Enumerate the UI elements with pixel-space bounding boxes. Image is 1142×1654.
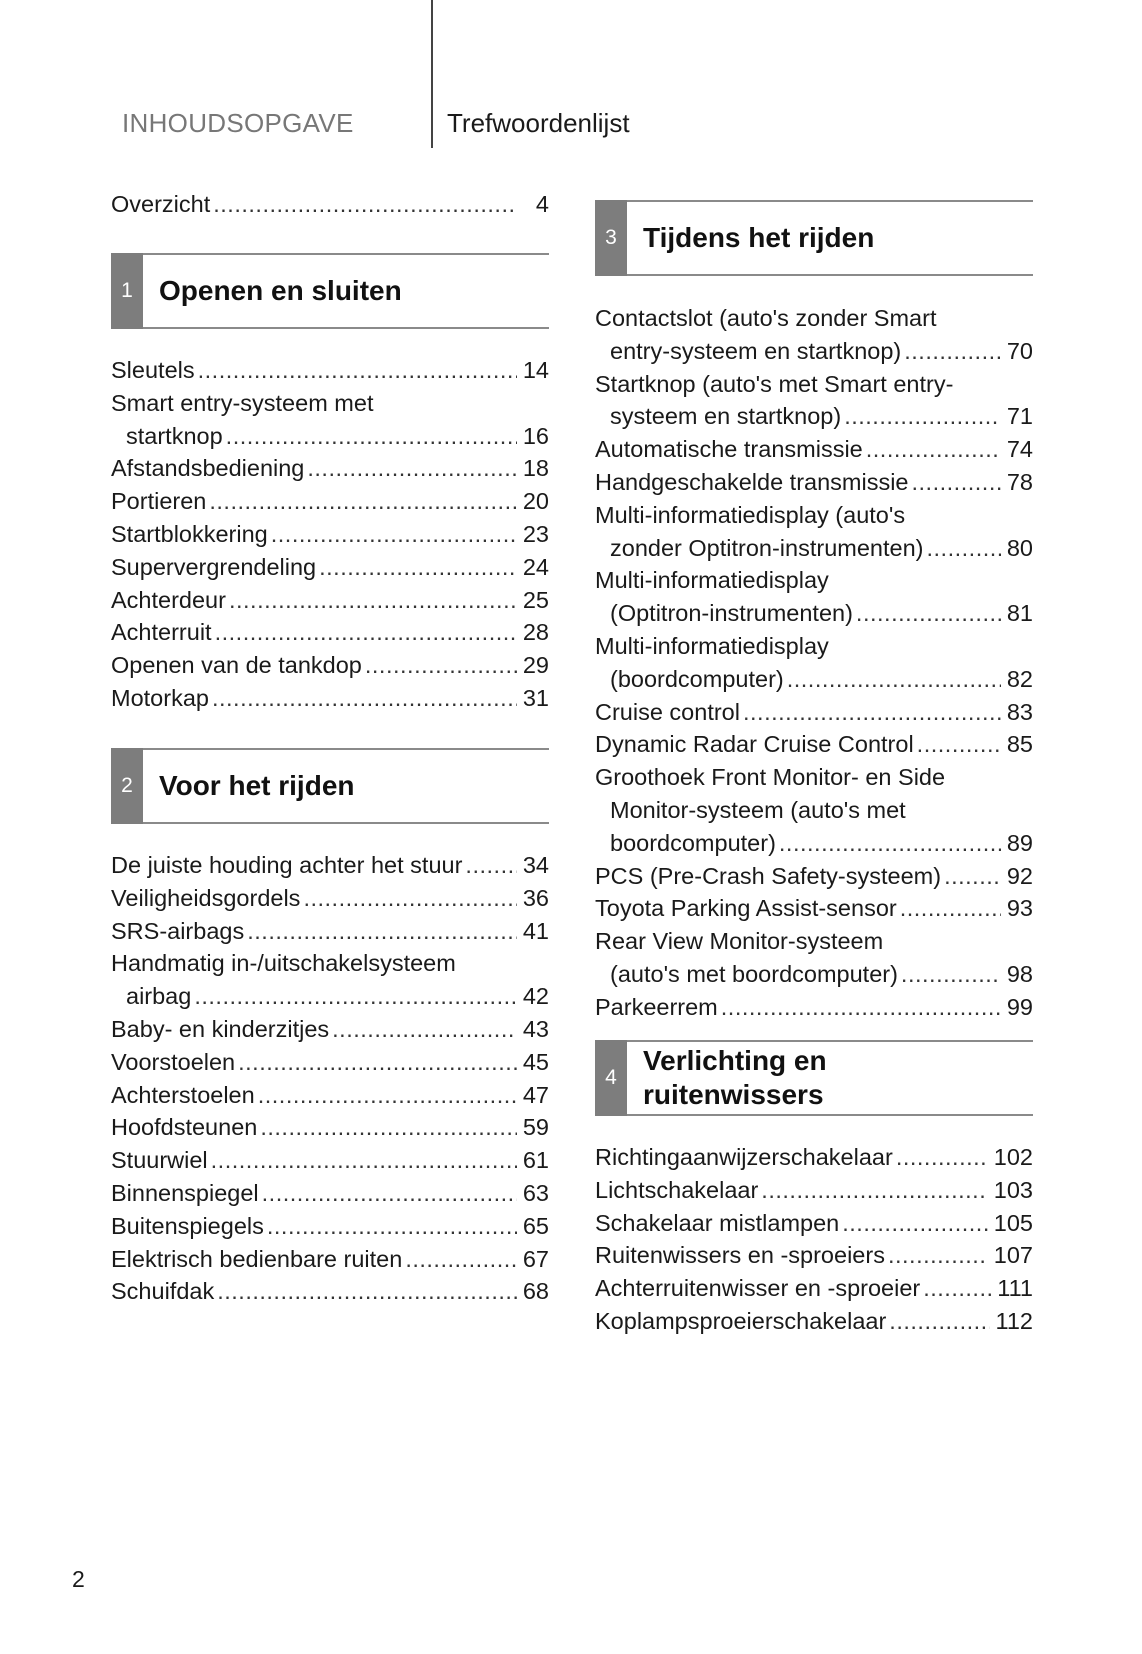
entry-label: zonder Optitron-instrumenten) (610, 534, 924, 561)
entry-page: 23 (522, 520, 549, 547)
toc-entry[interactable] (595, 728, 1033, 761)
entry-page: 81 (1006, 600, 1033, 627)
toc-entry[interactable] (111, 1243, 549, 1276)
section-1-entries (111, 354, 549, 715)
dot-leader (215, 616, 517, 649)
dot-leader (226, 420, 517, 453)
entry-page: 105 (993, 1209, 1033, 1236)
entry-page: 28 (522, 619, 549, 646)
entry-label: Multi-informatiedisplay (auto's (595, 501, 906, 528)
entry-label: entry-systeem en startknop) (610, 337, 902, 364)
entry-label: Afstandsbediening (111, 455, 305, 482)
toc-entry[interactable] (111, 682, 549, 715)
dot-leader (912, 466, 1001, 499)
entry-page: 45 (522, 1048, 549, 1075)
entry-label: Cruise control (595, 698, 740, 725)
entry-page: 74 (1006, 436, 1033, 463)
tab-index[interactable]: Trefwoordenlijst (447, 108, 630, 138)
entry-label: Overzicht (111, 191, 211, 217)
entry-label: boordcomputer) (610, 829, 776, 856)
toc-entry[interactable] (111, 485, 549, 518)
toc-entry[interactable] (111, 1210, 549, 1243)
toc-entry[interactable] (595, 433, 1033, 466)
entry-label: SRS-airbags (111, 917, 245, 944)
entry-label: Elektrisch bedienbare ruiten (111, 1245, 403, 1272)
entry-label: Multi-informatiedisplay (595, 567, 829, 594)
entry-label: Lichtschakelaar (595, 1176, 759, 1203)
dot-leader (258, 1079, 517, 1112)
dot-leader (319, 551, 517, 584)
toc-entry[interactable] (111, 584, 549, 617)
toc-entry[interactable] (111, 947, 549, 1013)
toc-entry[interactable] (111, 616, 549, 649)
dot-leader (888, 1239, 988, 1272)
entry-label: Handmatig in-/uitschakelsysteem (111, 950, 456, 977)
section-2-entries (111, 849, 549, 1308)
entry-page: 4 (535, 191, 549, 217)
section-number: 2 (111, 748, 143, 824)
entry-page: 61 (522, 1147, 549, 1174)
entry-label: (boordcomputer) (610, 665, 784, 692)
dot-leader (229, 584, 517, 617)
dot-leader (721, 991, 1001, 1024)
entry-page: 103 (993, 1176, 1033, 1203)
entry-label: Ruitenwissers en -sproeiers (595, 1242, 885, 1269)
entry-label: Stuurwiel (111, 1147, 208, 1174)
section-title-text: Tijdens het rijden (643, 222, 875, 253)
entry-label: Schakelaar mistlampen (595, 1209, 840, 1236)
entry-label: systeem en startknop) (610, 403, 842, 430)
section-4-entries (595, 1141, 1033, 1338)
entry-label: Parkeerrem (595, 993, 718, 1020)
dot-leader (267, 1210, 517, 1243)
section-3-entries (595, 302, 1033, 1024)
entry-label: Voorstoelen (111, 1048, 236, 1075)
entry-page: 29 (522, 652, 549, 679)
toc-entry[interactable] (111, 518, 549, 551)
toc-entry[interactable] (595, 564, 1033, 630)
toc-entry[interactable] (595, 991, 1033, 1024)
overview-entry[interactable] (111, 188, 549, 221)
entry-page: 99 (1006, 993, 1033, 1020)
entry-label: Multi-informatiedisplay (595, 632, 829, 659)
entry-label: Automatische transmissie (595, 436, 863, 463)
entry-page: 31 (522, 684, 549, 711)
entry-label: Startknop (auto's met Smart entry- (595, 370, 954, 397)
dot-leader (213, 188, 517, 221)
toc-entry[interactable] (111, 1275, 549, 1308)
entry-page: 82 (1006, 665, 1033, 692)
dot-leader (900, 892, 1001, 925)
dot-leader (247, 915, 517, 948)
dot-leader (917, 728, 1001, 761)
section-number: 4 (595, 1040, 627, 1116)
dot-leader (787, 663, 1001, 696)
dot-leader (365, 649, 517, 682)
dot-leader (212, 682, 517, 715)
entry-label: (Optitron-instrumenten) (610, 600, 853, 627)
entry-label: (auto's met boordcomputer) (610, 960, 898, 987)
entry-page: 42 (522, 983, 549, 1010)
section-header-1 (111, 253, 549, 329)
toc-entry[interactable] (111, 649, 549, 682)
entry-label: Sleutels (111, 357, 195, 383)
section-number: 1 (111, 253, 143, 329)
dot-leader (303, 882, 516, 915)
toc-entry[interactable] (111, 1177, 549, 1210)
entry-label: De juiste houding achter het stuur (111, 852, 463, 878)
entry-label: Baby- en kinderzitjes (111, 1015, 330, 1042)
section-title (159, 750, 355, 822)
dot-leader (901, 958, 1001, 991)
entry-page: 67 (522, 1245, 549, 1272)
entry-page: 93 (1006, 895, 1033, 922)
section-number: 3 (595, 200, 627, 276)
entry-page: 36 (522, 884, 549, 911)
toc-entry[interactable] (111, 882, 549, 915)
dot-leader (260, 1111, 517, 1144)
entry-label: Contactslot (auto's zonder Smart (595, 305, 937, 331)
entry-label: PCS (Pre-Crash Safety-systeem) (595, 862, 942, 889)
entry-page: 41 (522, 917, 549, 944)
toc-entry[interactable] (595, 499, 1033, 565)
entry-label: Smart entry-systeem met (111, 389, 374, 416)
dot-leader (844, 400, 1001, 433)
toc-entry[interactable] (595, 860, 1033, 893)
entry-page: 59 (522, 1114, 549, 1141)
dot-leader (198, 354, 517, 387)
entry-label: Buitenspiegels (111, 1212, 264, 1239)
toc-entry[interactable] (595, 1174, 1033, 1207)
page-number: 2 (72, 1566, 85, 1592)
entry-label: Motorkap (111, 684, 209, 711)
tab-table-of-contents[interactable]: INHOUDSOPGAVE (122, 108, 354, 138)
dot-leader (761, 1174, 987, 1207)
entry-page: 85 (1006, 731, 1033, 758)
entry-label: Koplampsproeierschakelaar (595, 1307, 887, 1334)
dot-leader (866, 433, 1001, 466)
entry-page: 92 (1006, 862, 1033, 889)
dot-leader (465, 849, 516, 882)
dot-leader (211, 1144, 517, 1177)
entry-label: Achterdeur (111, 586, 226, 613)
dot-leader (904, 335, 1001, 368)
dot-leader (238, 1046, 517, 1079)
entry-page: 102 (993, 1144, 1033, 1170)
toc-entry[interactable] (111, 915, 549, 948)
toc-entry[interactable] (111, 1079, 549, 1112)
entry-label: Supervergrendeling (111, 553, 317, 580)
toc-entry[interactable] (595, 302, 1033, 368)
entry-page: 78 (1006, 468, 1033, 495)
toc-entry[interactable] (595, 761, 1033, 859)
entry-label: startknop (126, 422, 223, 449)
entry-label: Openen van de tankdop (111, 652, 362, 679)
entry-page: 98 (1006, 960, 1033, 987)
entry-label: Rear View Monitor-systeem (595, 928, 884, 955)
entry-page: 83 (1006, 698, 1033, 725)
entry-page: 24 (522, 553, 549, 580)
dot-leader (926, 532, 1000, 565)
entry-label: Hoofdsteunen (111, 1114, 258, 1141)
dot-leader (217, 1275, 517, 1308)
dot-leader (209, 485, 517, 518)
section-title-line: Verlichting en (643, 1045, 827, 1076)
entry-page: 14 (522, 357, 549, 383)
entry-label: Achterruit (111, 619, 212, 646)
entry-page: 16 (522, 422, 549, 449)
entry-page: 65 (522, 1212, 549, 1239)
entry-page: 70 (1006, 337, 1033, 364)
section-title-text: Openen en sluiten (159, 275, 402, 306)
entry-page: 71 (1006, 403, 1033, 430)
dot-leader (923, 1272, 991, 1305)
entry-page: 18 (522, 455, 549, 482)
entry-label: Toyota Parking Assist-sensor (595, 895, 897, 922)
dot-leader (779, 827, 1001, 860)
entry-page: 20 (522, 488, 549, 515)
toc-entry[interactable] (595, 368, 1033, 434)
toc-entry[interactable] (595, 1207, 1033, 1240)
toc-entry[interactable] (595, 892, 1033, 925)
section-header-2 (111, 748, 549, 824)
toc-entry[interactable] (111, 1046, 549, 1079)
dot-leader (405, 1243, 517, 1276)
entry-page: 63 (522, 1179, 549, 1206)
entry-page: 34 (522, 852, 549, 878)
toc-entry[interactable] (111, 387, 549, 453)
toc-entry[interactable] (595, 1239, 1033, 1272)
entry-label: airbag (126, 983, 192, 1010)
entry-page: 43 (522, 1015, 549, 1042)
section-title-line: ruitenwissers (643, 1079, 824, 1110)
entry-page: 47 (522, 1081, 549, 1108)
entry-label: Handgeschakelde transmissie (595, 468, 909, 495)
entry-label: Groothoek Front Monitor- en Side (595, 764, 946, 791)
toc-entry[interactable] (111, 354, 549, 387)
entry-label: Portieren (111, 488, 207, 515)
entry-label: Dynamic Radar Cruise Control (595, 731, 914, 758)
entry-page: 89 (1006, 829, 1033, 856)
entry-label: Binnenspiegel (111, 1179, 259, 1206)
entry-page: 68 (522, 1278, 549, 1305)
section-title (643, 1042, 827, 1114)
dot-leader (332, 1013, 517, 1046)
toc-entry[interactable] (111, 1111, 549, 1144)
entry-page: 80 (1006, 534, 1033, 561)
toc-entry[interactable] (111, 849, 549, 882)
dot-leader (944, 860, 1001, 893)
entry-page: 112 (995, 1307, 1033, 1334)
toc-entry[interactable] (595, 1305, 1033, 1338)
dot-leader (842, 1207, 988, 1240)
header-divider (431, 0, 433, 148)
toc-entry[interactable] (111, 452, 549, 485)
toc-entry[interactable] (111, 551, 549, 584)
toc-entry[interactable] (595, 925, 1033, 991)
entry-label: Achterstoelen (111, 1081, 255, 1108)
entry-label: Schuifdak (111, 1278, 215, 1305)
entry-label: Monitor-systeem (auto's met (610, 796, 906, 823)
section-header-3 (595, 200, 1033, 276)
entry-page: 25 (522, 586, 549, 613)
section-header-4 (595, 1040, 1033, 1116)
entry-label: Startblokkering (111, 520, 268, 547)
entry-label: Richtingaanwijzerschakelaar (595, 1144, 893, 1170)
entry-label: Veiligheidsgordels (111, 884, 301, 911)
section-title (643, 202, 874, 274)
dot-leader (194, 980, 517, 1013)
dot-leader (271, 518, 517, 551)
toc-entry[interactable] (595, 1141, 1033, 1174)
dot-leader (896, 1141, 988, 1174)
dot-leader (262, 1177, 517, 1210)
toc-entry[interactable] (111, 1013, 549, 1046)
toc-entry[interactable] (595, 466, 1033, 499)
entry-page: 111 (997, 1275, 1033, 1302)
dot-leader (307, 452, 516, 485)
entry-label: Achterruitenwisser en -sproeier (595, 1275, 921, 1302)
toc-entry[interactable] (595, 630, 1033, 696)
toc-entry[interactable] (111, 1144, 549, 1177)
dot-leader (743, 696, 1001, 729)
dot-leader (889, 1305, 989, 1338)
toc-entry[interactable] (595, 1272, 1033, 1305)
section-title-text: Voor het rijden (159, 770, 355, 801)
entry-page: 107 (993, 1242, 1033, 1269)
toc-entry[interactable] (595, 696, 1033, 729)
section-title (159, 255, 402, 327)
dot-leader (856, 597, 1001, 630)
